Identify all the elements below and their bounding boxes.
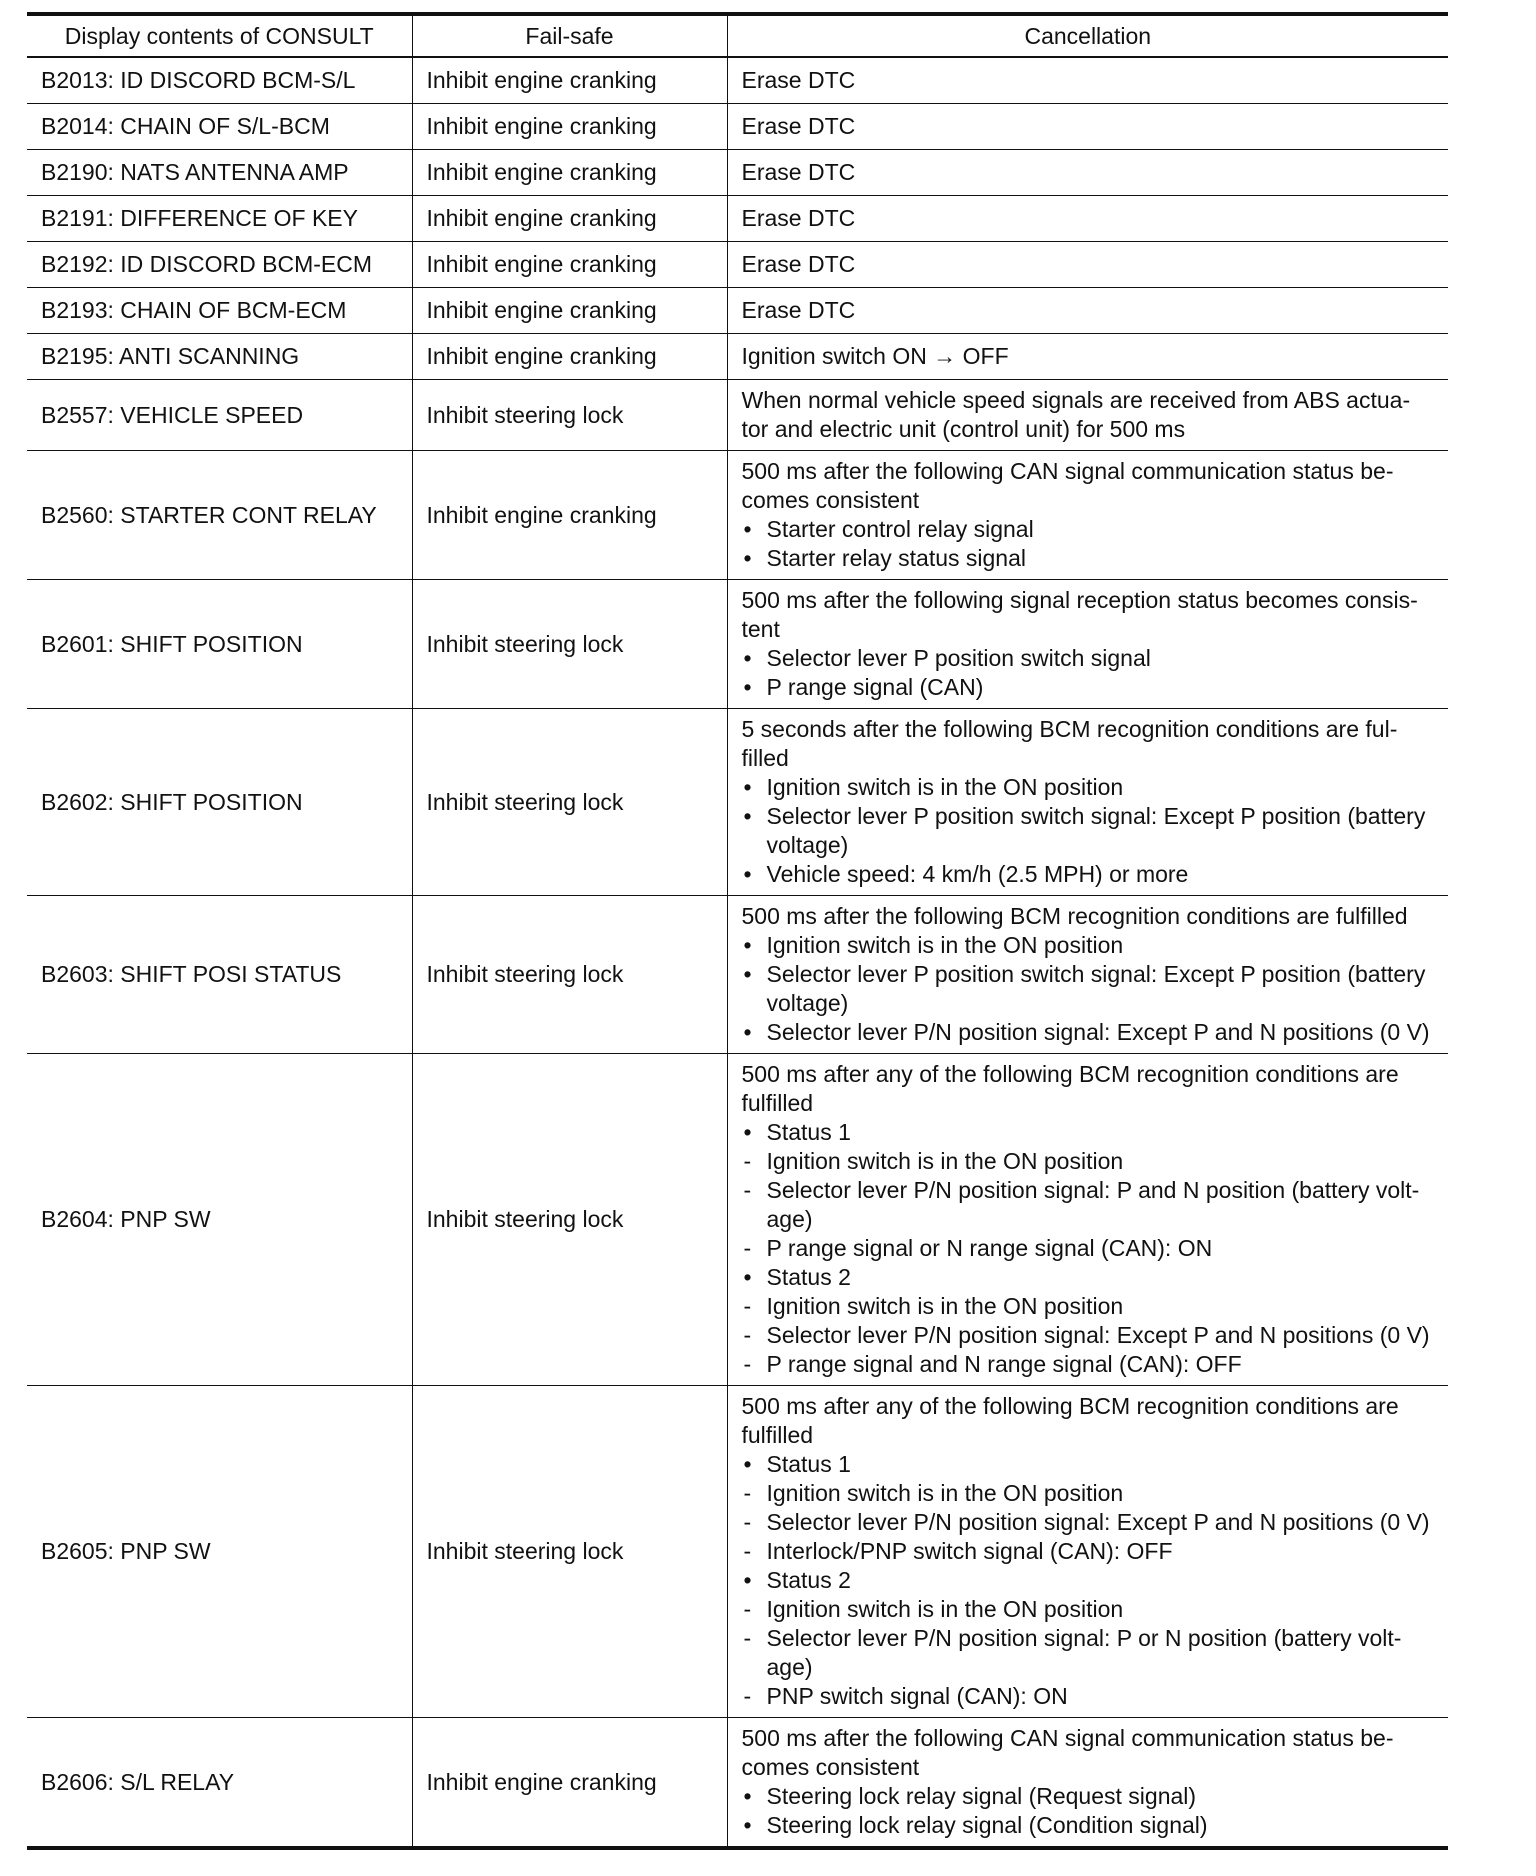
cell-fail-safe: Inhibit engine cranking — [412, 242, 727, 288]
list-item: - Selector lever P/N position signal: Except P and N positions (0 V) — [742, 1508, 1435, 1537]
list-item: • Status 1 — [742, 1450, 1435, 1479]
condition-list — [742, 1782, 1435, 1840]
cell-cancellation — [727, 334, 1448, 380]
cancellation-text: 500 ms after the following CAN signal communication status be-comes consistent — [741, 458, 1394, 513]
cancellation-text: Erase DTC — [741, 67, 856, 93]
list-item: • Ignition switch is in the ON position — [742, 773, 1435, 802]
table-row — [27, 709, 1448, 896]
table-row — [27, 1054, 1448, 1386]
cell-dtc-code: B2014: CHAIN OF S/L-BCM — [27, 104, 412, 150]
cell-dtc-code: B2013: ID DISCORD BCM-S/L — [27, 57, 412, 104]
list-item: • Starter relay status signal — [742, 544, 1435, 573]
list-item: • Status 2 — [742, 1566, 1435, 1595]
condition-list — [742, 644, 1435, 702]
cell-fail-safe: Inhibit engine cranking — [412, 288, 727, 334]
cancellation-text: 500 ms after the following BCM recognition conditions are fulfilled — [741, 903, 1408, 929]
list-item: - Selector lever P/N position signal: P and N position (battery volt-age) — [742, 1176, 1435, 1234]
cell-fail-safe: Inhibit engine cranking — [412, 104, 727, 150]
fail-safe-table-container — [27, 12, 1448, 1850]
cell-fail-safe: Inhibit engine cranking — [412, 1718, 727, 1849]
cell-fail-safe: Inhibit engine cranking — [412, 334, 727, 380]
cell-cancellation — [727, 1718, 1448, 1849]
list-item: - Ignition switch is in the ON position — [742, 1595, 1435, 1624]
cancellation-text: 500 ms after any of the following BCM recognition conditions are fulfilled — [741, 1393, 1399, 1448]
cell-fail-safe: Inhibit steering lock — [412, 580, 727, 709]
table-row — [27, 380, 1448, 451]
cancellation-text: 500 ms after the following CAN signal communication status be-comes consistent — [741, 1725, 1394, 1780]
cell-cancellation — [727, 196, 1448, 242]
cell-cancellation — [727, 580, 1448, 709]
list-item: - PNP switch signal (CAN): ON — [742, 1682, 1435, 1711]
cell-dtc-code: B2560: STARTER CONT RELAY — [27, 451, 412, 580]
list-item: • Selector lever P/N position signal: Except P and N positions (0 V) — [742, 1018, 1435, 1047]
cell-fail-safe: Inhibit engine cranking — [412, 196, 727, 242]
list-item: - Selector lever P/N position signal: P or N position (battery volt-age) — [742, 1624, 1435, 1682]
header-cancellation: Cancellation — [727, 14, 1448, 57]
condition-list — [742, 1450, 1435, 1711]
cell-cancellation — [727, 896, 1448, 1054]
list-item: - Ignition switch is in the ON position — [742, 1147, 1435, 1176]
cell-fail-safe: Inhibit engine cranking — [412, 150, 727, 196]
fail-safe-table — [27, 12, 1448, 1850]
cell-dtc-code: B2603: SHIFT POSI STATUS — [27, 896, 412, 1054]
cancellation-text: Erase DTC — [741, 297, 856, 323]
table-row — [27, 1718, 1448, 1849]
table-row — [27, 896, 1448, 1054]
cell-cancellation — [727, 104, 1448, 150]
list-item: - Selector lever P/N position signal: Except P and N positions (0 V) — [742, 1321, 1435, 1350]
table-header — [27, 14, 1448, 57]
condition-list — [742, 515, 1435, 573]
condition-list — [742, 773, 1435, 889]
cell-cancellation — [727, 709, 1448, 896]
cell-dtc-code: B2557: VEHICLE SPEED — [27, 380, 412, 451]
table-row — [27, 288, 1448, 334]
cell-dtc-code: B2602: SHIFT POSITION — [27, 709, 412, 896]
list-item: • Selector lever P position switch signal — [742, 644, 1435, 673]
cell-fail-safe: Inhibit steering lock — [412, 380, 727, 451]
cancellation-text: 500 ms after any of the following BCM recognition conditions are fulfilled — [741, 1061, 1399, 1116]
cell-dtc-code: B2601: SHIFT POSITION — [27, 580, 412, 709]
header-fail-safe: Fail-safe — [412, 14, 727, 57]
list-item: • P range signal (CAN) — [742, 673, 1435, 702]
cell-dtc-code: B2604: PNP SW — [27, 1054, 412, 1386]
cell-cancellation — [727, 380, 1448, 451]
list-item: • Steering lock relay signal (Request signal) — [742, 1782, 1435, 1811]
list-item: • Steering lock relay signal (Condition signal) — [742, 1811, 1435, 1840]
cell-fail-safe: Inhibit steering lock — [412, 896, 727, 1054]
list-item: • Status 2 — [742, 1263, 1435, 1292]
cell-cancellation — [727, 1386, 1448, 1718]
cell-fail-safe: Inhibit engine cranking — [412, 451, 727, 580]
list-item: - Ignition switch is in the ON position — [742, 1479, 1435, 1508]
cell-fail-safe: Inhibit steering lock — [412, 1054, 727, 1386]
cancellation-text: When normal vehicle speed signals are received from ABS actua-tor and electric unit (control unit) for 500 ms — [741, 387, 1411, 442]
cell-dtc-code: B2193: CHAIN OF BCM-ECM — [27, 288, 412, 334]
cancellation-text: Erase DTC — [741, 205, 856, 231]
list-item: - Ignition switch is in the ON position — [742, 1292, 1435, 1321]
cell-dtc-code: B2606: S/L RELAY — [27, 1718, 412, 1849]
table-row — [27, 242, 1448, 288]
header-display-contents: Display contents of CONSULT — [64, 22, 374, 49]
table-row — [27, 57, 1448, 104]
cell-cancellation — [727, 1054, 1448, 1386]
table-row — [27, 104, 1448, 150]
list-item: • Vehicle speed: 4 km/h (2.5 MPH) or more — [742, 860, 1435, 889]
cancellation-text: Erase DTC — [741, 113, 856, 139]
cell-cancellation — [727, 150, 1448, 196]
list-item: • Status 1 — [742, 1118, 1435, 1147]
cell-dtc-code: B2192: ID DISCORD BCM-ECM — [27, 242, 412, 288]
cell-dtc-code: B2190: NATS ANTENNA AMP — [27, 150, 412, 196]
table-row — [27, 196, 1448, 242]
list-item: - P range signal and N range signal (CAN): OFF — [742, 1350, 1435, 1379]
cell-dtc-code: B2191: DIFFERENCE OF KEY — [27, 196, 412, 242]
cell-dtc-code: B2605: PNP SW — [27, 1386, 412, 1718]
cancellation-text: 500 ms after the following signal reception status becomes consis-tent — [741, 587, 1418, 642]
table-row — [27, 150, 1448, 196]
cancellation-text: Ignition switch ON → OFF — [741, 343, 1009, 369]
list-item: • Ignition switch is in the ON position — [742, 931, 1435, 960]
cell-cancellation — [727, 242, 1448, 288]
cell-cancellation — [727, 57, 1448, 104]
cancellation-text: Erase DTC — [741, 251, 856, 277]
cell-fail-safe: Inhibit steering lock — [412, 1386, 727, 1718]
table-row — [27, 334, 1448, 380]
list-item: - Interlock/PNP switch signal (CAN): OFF — [742, 1537, 1435, 1566]
table-body — [27, 57, 1448, 1848]
list-item: • Selector lever P position switch signal: Except P position (battery voltage) — [742, 960, 1435, 1018]
header-row — [27, 14, 1448, 57]
list-item: • Selector lever P position switch signal: Except P position (battery voltage) — [742, 802, 1435, 860]
cancellation-text: Erase DTC — [741, 159, 856, 185]
condition-list — [742, 1118, 1435, 1379]
list-item: • Starter control relay signal — [742, 515, 1435, 544]
cell-cancellation — [727, 288, 1448, 334]
table-row — [27, 580, 1448, 709]
cell-fail-safe: Inhibit engine cranking — [412, 57, 727, 104]
list-item: - P range signal or N range signal (CAN): ON — [742, 1234, 1435, 1263]
condition-list — [742, 931, 1435, 1047]
table-row — [27, 1386, 1448, 1718]
cell-cancellation — [727, 451, 1448, 580]
cancellation-text: 5 seconds after the following BCM recognition conditions are ful-filled — [741, 716, 1398, 771]
cell-dtc-code: B2195: ANTI SCANNING — [27, 334, 412, 380]
table-row — [27, 451, 1448, 580]
cell-fail-safe: Inhibit steering lock — [412, 709, 727, 896]
